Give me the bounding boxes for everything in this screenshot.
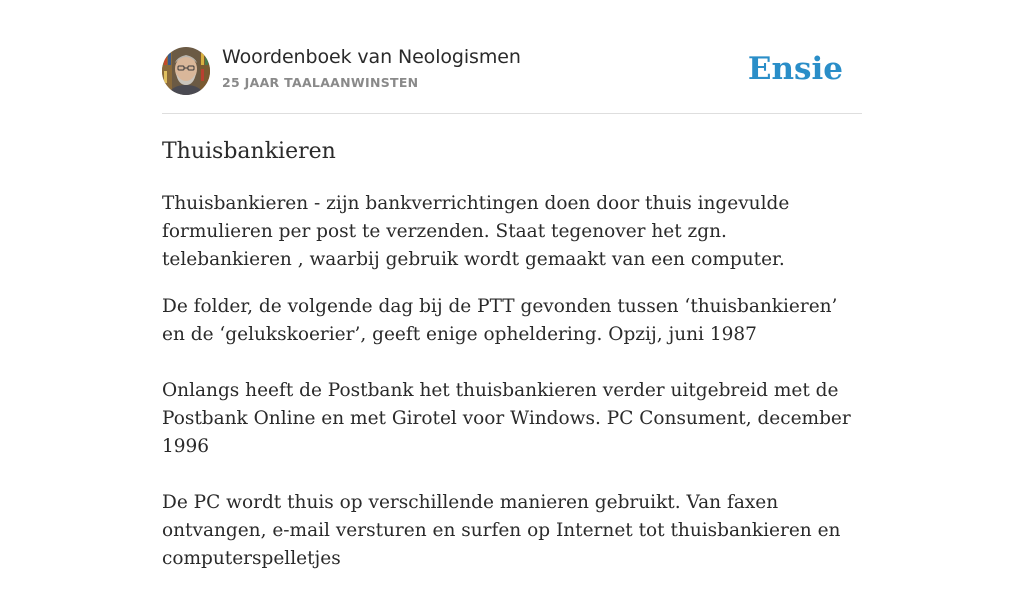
site-title[interactable]: Woordenboek van Neologismen — [222, 46, 521, 68]
entry-quote: Onlangs heeft de Postbank het thuisbankieren verder uitgebreid met de Postbank Online en met Girotel voor Windows. PC Consument, december 1996 — [162, 380, 851, 457]
entry-quote: De PC wordt thuis op verschillende manieren gebruikt. Van faxen ontvangen, e-mail versturen en surfen op Internet tot thuisbankieren en computerspelletjes — [162, 492, 841, 569]
ensie-logo-link[interactable]: Ensie — [747, 51, 843, 87]
header-divider — [162, 113, 862, 114]
entry-definition: Thuisbankieren - zijn bankverrichtingen doen door thuis ingevulde formulieren per post te verzenden. Staat tegenover het zgn. telebankieren , waarbij gebruik wordt gemaakt van een computer. — [162, 193, 790, 270]
entry-content — [162, 190, 862, 601]
entry-title: Thuisbankieren — [162, 139, 336, 164]
entry-quote: De folder, de volgende dag bij de PTT gevonden tussen ‘thuisbankieren’ en de ‘gelukskoerier’, geeft enige opheldering. Opzij, juni 1987 — [162, 296, 838, 345]
author-avatar[interactable] — [162, 47, 210, 95]
site-subtitle: 25 JAAR TAALAANWINSTEN — [222, 75, 419, 90]
avatar-photo-icon — [162, 47, 210, 95]
site-header — [162, 46, 862, 96]
